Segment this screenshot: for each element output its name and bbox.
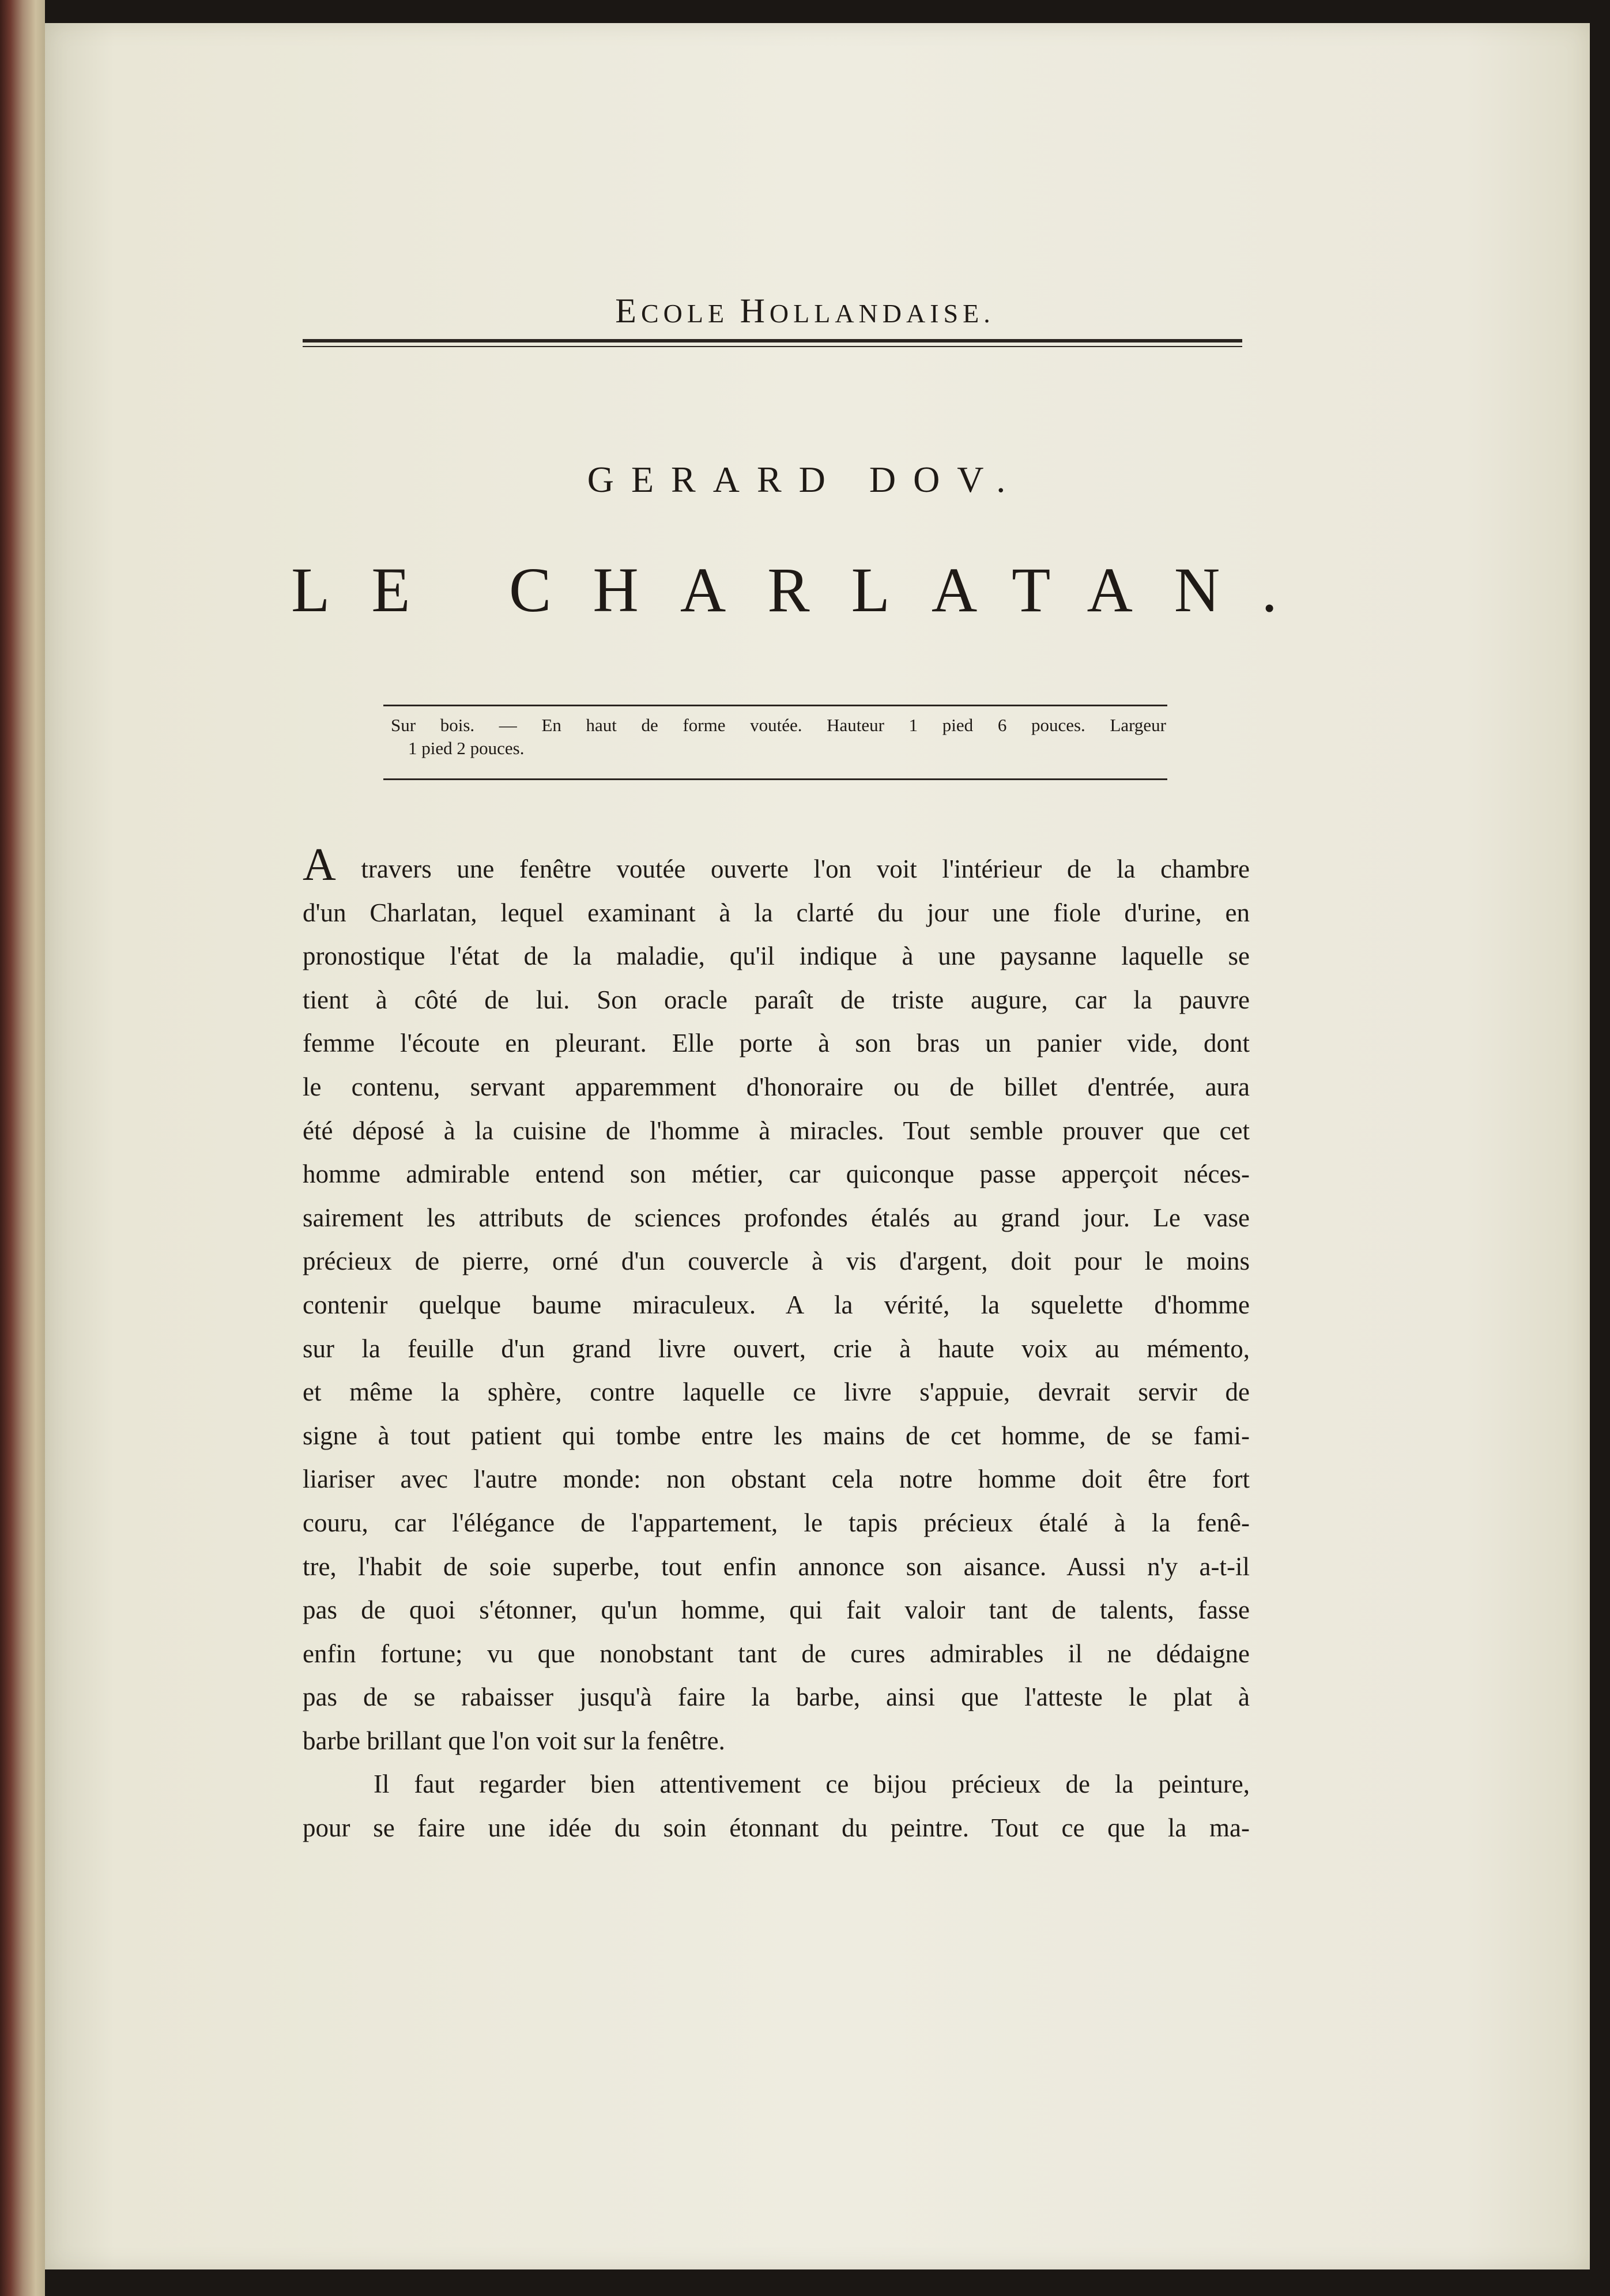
- text-line: femme l'écoute en pleurant. Elle porte à son bras un panier vide, dont: [303, 1029, 1250, 1058]
- text-line: pronostique l'état de la maladie, qu'il indique à une paysanne laquelle se: [303, 942, 1250, 971]
- text-line: pour se faire une idée du soin étonnant du peintre. Tout ce que la ma-: [303, 1813, 1250, 1843]
- header-rule-thin: [303, 346, 1242, 347]
- text-line: d'un Charlatan, lequel examinant à la clarté du jour une fiole d'urine, en: [303, 898, 1250, 927]
- body-text: [303, 840, 1250, 1850]
- caption-line: Sur bois. — En haut de forme voutée. Hauteur 1 pied 6 pouces. Largeur: [391, 715, 1166, 735]
- section-header: ECOLE HOLLANDAISE.: [615, 292, 995, 330]
- book-spine: [0, 0, 45, 2296]
- text-line: sairement les attributs de sciences profondes étalés au grand jour. Le vase: [303, 1203, 1250, 1232]
- caption-rule-bottom: [383, 778, 1167, 780]
- text-line: couru, car l'élégance de l'appartement, le tapis précieux étalé à la fenê-: [303, 1508, 1250, 1537]
- text-line: été déposé à la cuisine de l'homme à miracles. Tout semble prouver que cet: [303, 1116, 1250, 1145]
- caption: [391, 714, 1166, 760]
- text-line: le contenu, servant apparemment d'honoraire ou de billet d'entrée, aura: [303, 1072, 1250, 1101]
- painting-title: LE CHARLATAN.: [291, 555, 1319, 625]
- text-line: pas de se rabaisser jusqu'à faire la barbe, ainsi que l'atteste le plat à: [303, 1683, 1250, 1712]
- text-line: précieux de pierre, orné d'un couvercle à vis d'argent, doit pour le moins: [303, 1247, 1250, 1276]
- text-line: liariser avec l'autre monde: non obstant cela notre homme doit être fort: [303, 1465, 1250, 1494]
- artist-name: GERARD DOV.: [587, 459, 1023, 500]
- text-line: tient à côté de lui. Son oracle paraît de triste augure, car la pauvre: [303, 985, 1250, 1014]
- header-rule-thick: [303, 339, 1242, 342]
- text-line: Il faut regarder bien attentivement ce bijou précieux de la peinture,: [374, 1770, 1250, 1799]
- caption-line: 1 pied 2 pouces.: [408, 738, 525, 758]
- text-line: et même la sphère, contre laquelle ce livre s'appuie, devrait servir de: [303, 1377, 1250, 1407]
- text-line: signe à tout patient qui tombe entre les mains de cet homme, de se fami-: [303, 1421, 1250, 1450]
- text-line: tre, l'habit de soie superbe, tout enfin annonce son aisance. Aussi n'y a-t-il: [303, 1552, 1250, 1581]
- text-line: barbe brillant que l'on voit sur la fenêtre.: [303, 1726, 725, 1755]
- text-line: sur la feuille d'un grand livre ouvert, crie à haute voix au mémento,: [303, 1334, 1250, 1363]
- caption-rule-top: [383, 705, 1167, 706]
- text-line: pas de quoi s'étonner, qu'un homme, qui fait valoir tant de talents, fasse: [303, 1595, 1250, 1625]
- drop-cap: A: [303, 840, 336, 890]
- text-line: enfin fortune; vu que nonobstant tant de cures admirables il ne dédaigne: [303, 1639, 1250, 1668]
- text-line: A travers une fenêtre voutée ouverte l'on voit l'intérieur de la chambre: [303, 840, 1250, 890]
- text-line: contenir quelque baume miraculeux. A la vérité, la squelette d'homme: [303, 1290, 1250, 1319]
- text-line: homme admirable entend son métier, car quiconque passe apperçoit néces-: [303, 1160, 1250, 1189]
